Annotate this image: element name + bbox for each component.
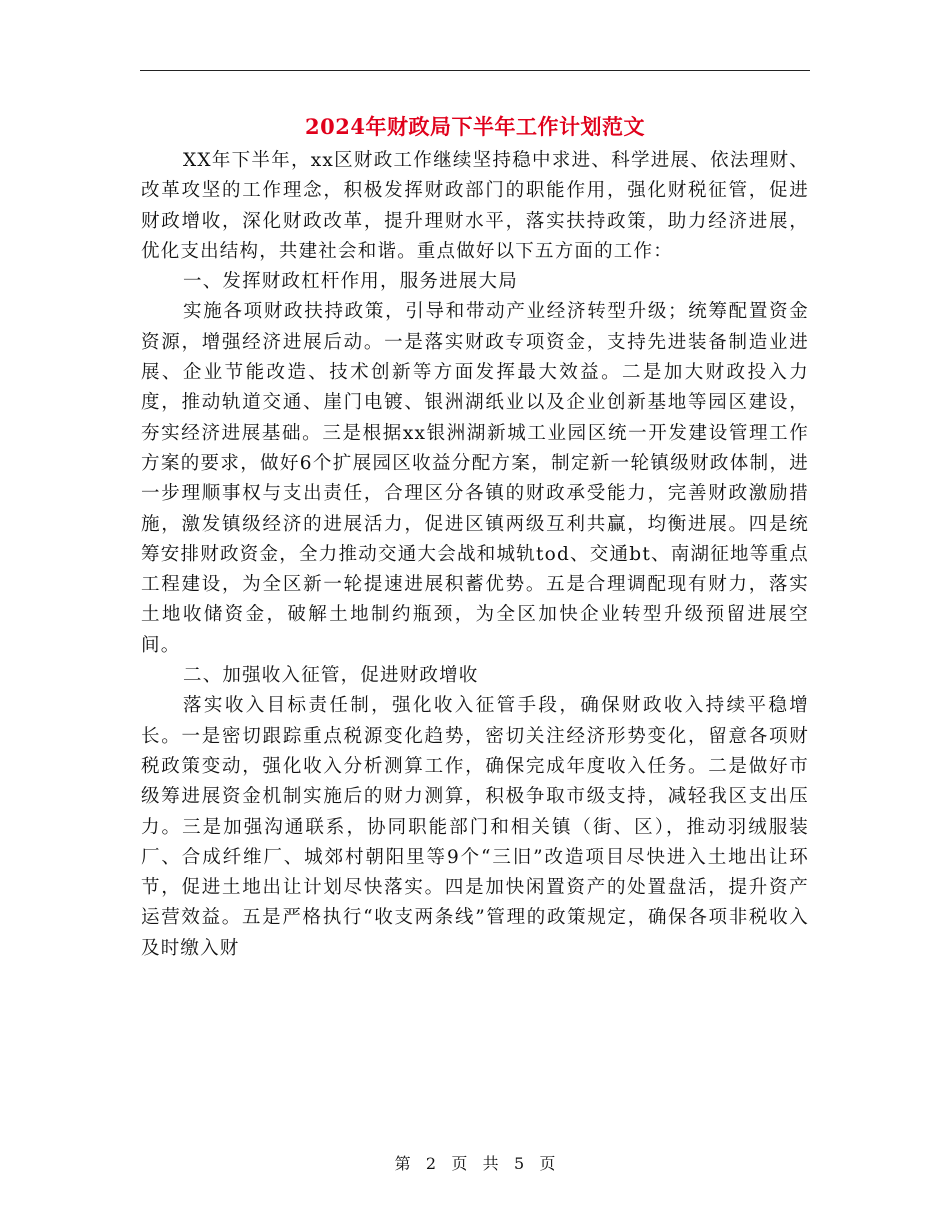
page-footer — [0, 1152, 950, 1176]
section-heading-1: 一、发挥财政杠杆作用，服务进展大局 — [183, 271, 518, 293]
footer-total-word: 共 — [482, 1154, 499, 1173]
document-title: 2024年财政局下半年工作计划范文 — [305, 114, 645, 139]
footer-prefix: 第 — [394, 1154, 411, 1173]
section-heading-2: 二、加强收入征管，促进财政增收 — [183, 665, 479, 687]
document-body — [141, 146, 809, 964]
section-1-paragraph: 实施各项财政扶持政策，引导和带动产业经济转型升级；统筹配置资金资源，增强经济进展后动。一是落实财政专项资金，支持先进装备制造业进展、企业节能改造、技术创新等方面发挥最大效益。二是加大财政投入力度，推动轨道交通、崖门电镀、银洲湖纸业以及企业创新基地等园区建设，夯实经济进展基础。三是根据xx银洲湖新城工业园区统一开发建设管理工作方案的要求，做好6个扩展园区收益分配方案，制定新一轮镇级财政体制，进一步理顺事权与支出责任，合理区分各镇的财政承受能力，完善财政激励措施，激发镇级经济的进展活力，促进区镇两级互利共赢，均衡进展。四是统筹安排财政资金，全力推动交通大会战和城轨tod、交通bt、南湖征地等重点工程建设，为全区新一轮提速进展积蓄优势。五是合理调配现有财力，落实土地收储资金，破解土地制约瓶颈，为全区加快企业转型升级预留进展空间。 — [141, 301, 809, 656]
footer-suffix: 页 — [539, 1154, 556, 1173]
intro-paragraph: XX年下半年，xx区财政工作继续坚持稳中求进、科学进展、依法理财、改革攻坚的工作理念，积极发挥财政部门的职能作用，强化财税征管，促进财政增收，深化财政改革，提升理财水平，落实扶持政策，助力经济进展，优化支出结构，共建社会和谐。重点做好以下五方面的工作： — [141, 150, 809, 262]
footer-current-page: 2 — [425, 1154, 437, 1173]
section-2-paragraph: 落实收入目标责任制，强化收入征管手段，确保财政收入持续平稳增长。一是密切跟踪重点税源变化趋势，密切关注经济形势变化，留意各项财税政策变动，强化收入分析测算工作，确保完成年度收入任务。二是做好市级筹进展资金机制实施后的财力测算，积极争取市级支持，减轻我区支出压力。三是加强沟通联系，协同职能部门和相关镇（街、区），推动羽绒服装厂、合成纤维厂、城郊村朝阳里等9个“三旧”改造项目尽快进入土地出让环节，促进土地出让计划尽快落实。四是加快闲置资产的处置盘活，提升资产运营效益。五是严格执行“收支两条线”管理的政策规定，确保各项非税收入及时缴入财 — [141, 695, 809, 959]
header-rule — [140, 70, 810, 71]
footer-page-word: 页 — [451, 1154, 468, 1173]
footer-total-pages: 5 — [513, 1154, 525, 1173]
